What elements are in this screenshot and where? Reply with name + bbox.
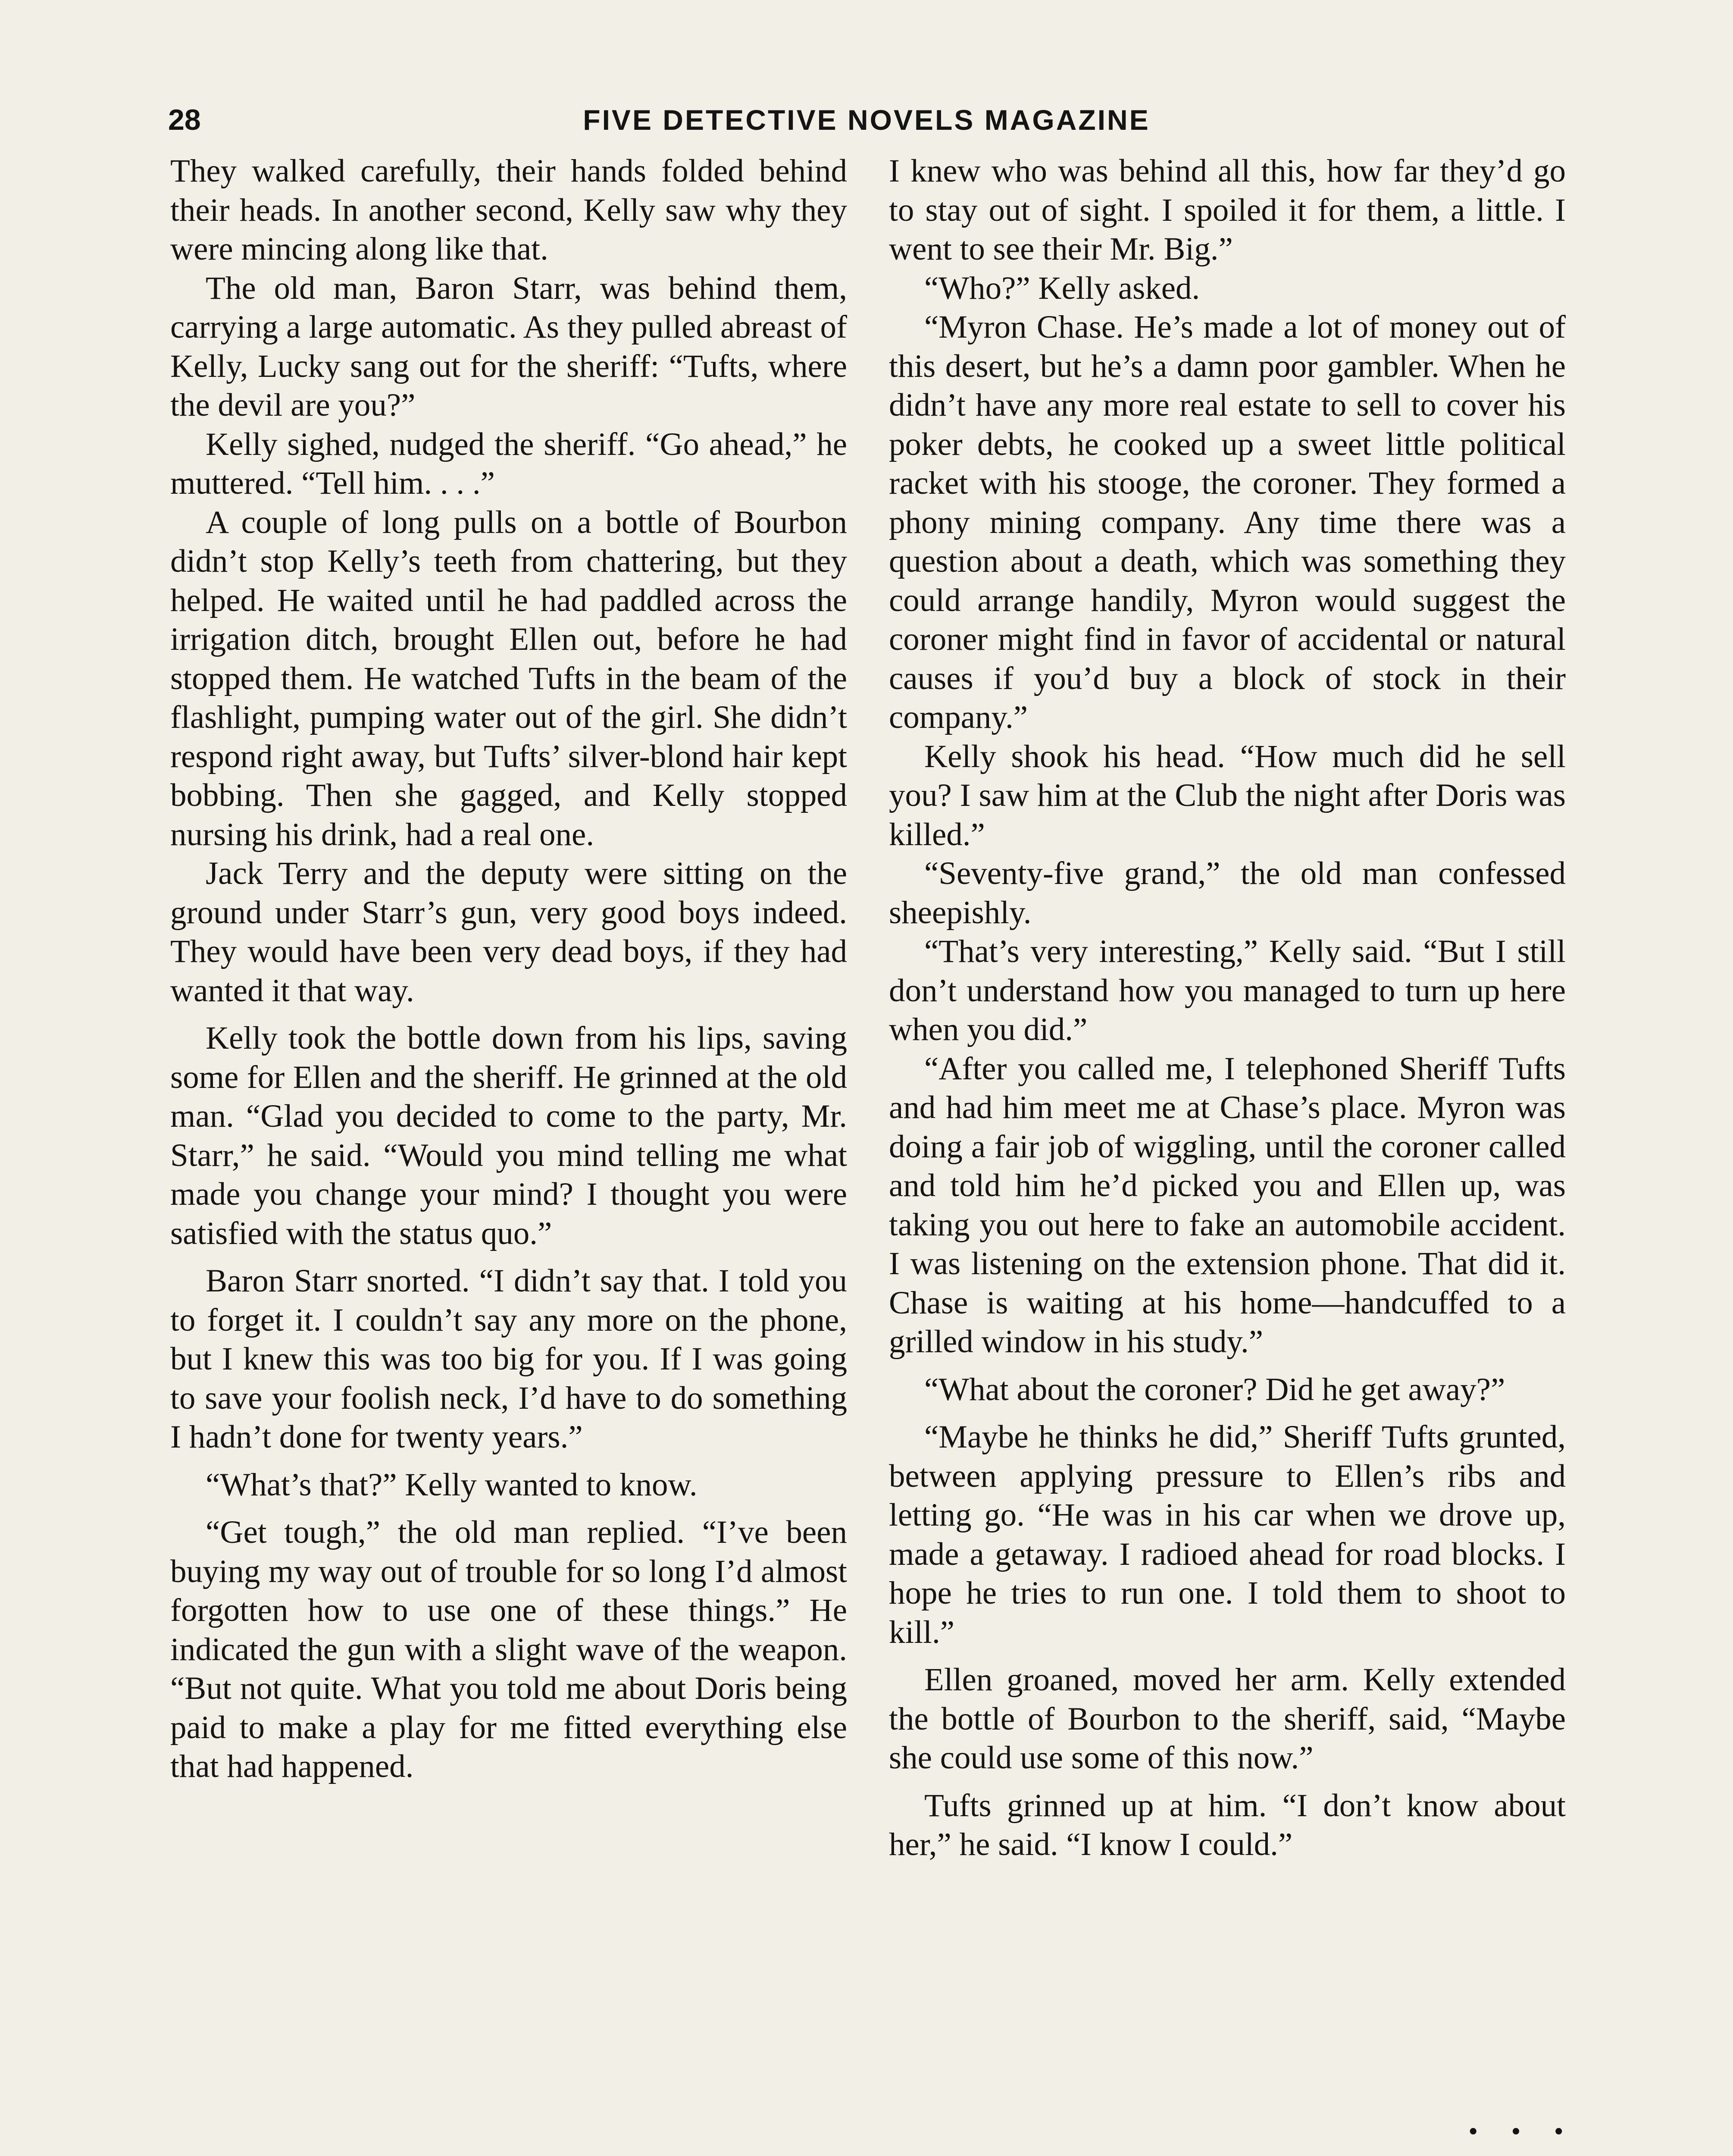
page-header [168,98,1565,146]
paragraph: Jack Terry and the deputy were sitting on the ground under Starr’s gun, very good boys indeed. They would have been very dead boys, if they had wanted it that way. [170,856,847,1009]
paragraph: Ellen groaned, moved her arm. Kelly extended the bottle of Bourbon to the sheriff, said, “Maybe she could use some of this now.” [889,1662,1566,1776]
paragraph: Kelly shook his head. “How much did he sell you? I saw him at the Club the night after Doris was killed.” [889,738,1566,852]
right-column [889,152,1566,1865]
paragraph: Kelly took the bottle down from his lips, saving some for Ellen and the sheriff. He grinned at the old man. “Glad you decided to come to the party, Mr. Starr,” he said. “Would you mind telling me what made you change your mind? I thought you were satisfied with the status quo.” [170,1020,847,1251]
end-of-story-mark: • • • [1466,2119,1577,2145]
paragraph: Tufts grinned up at him. “I don’t know about her,” he said. “I know I could.” [889,1787,1566,1862]
paragraph: They walked carefully, their hands folded behind their heads. In another second, Kelly saw why they were mincing along like that. [170,153,847,267]
magazine-title: FIVE DETECTIVE NOVELS MAGAZINE [583,104,1150,136]
paragraph: “That’s very interesting,” Kelly said. “But I still don’t understand how you managed to turn up here when you did.” [889,934,1566,1047]
paragraph: The old man, Baron Starr, was behind them, carrying a large automatic. As they pulled abreast of Kelly, Lucky sang out for the sheriff: “Tufts, where the devil are you?” [170,270,847,423]
paragraph: “Seventy-five grand,” the old man confessed sheepishly. [889,856,1566,931]
paragraph: “What’s that?” Kelly wanted to know. [206,1467,698,1503]
paragraph: “What about the coroner? Did he get away?” [924,1371,1505,1407]
paragraph: “Who?” Kelly asked. [924,270,1200,306]
paragraph: I knew who was behind all this, how far they’d go to stay out of sight. I spoiled it for them, a little. I went to see their Mr. Big.” [889,153,1566,267]
paragraph: “After you called me, I telephoned Sheriff Tufts and had him meet me at Chase’s place. Myron was doing a fair job of wiggling, until the coroner called and told him he’d picked you and Ellen up, was taking you out here to fake an automobile accident. I was listening on the extension phone. That did it. Chase is waiting at his home—handcuffed to a grilled window in his study.” [889,1050,1566,1360]
paragraph: A couple of long pulls on a bottle of Bourbon didn’t stop Kelly’s teeth from chattering, but they helped. He waited until he had paddled across the irrigation ditch, brought Ellen out, before he had stopped them. He watched Tufts in the beam of the flashlight, pumping water out of the girl. She didn’t respond right away, but Tufts’ silver-blond hair kept bobbing. Then she gagged, and Kelly stopped nursing his drink, had a real one. [170,504,847,852]
paragraph: Baron Starr snorted. “I didn’t say that. I told you to forget it. I couldn’t say any more on the phone, but I knew this was too big for you. If I was going to save your foolish neck, I’d have to do something I hadn’t done for twenty years.” [170,1263,847,1455]
paragraph: “Maybe he thinks he did,” Sheriff Tufts grunted, between applying pressure to Ellen’s ribs and letting go. “He was in his car when we drove up, made a getaway. I radioed ahead for road blocks. I hope he tries to run one. I told them to shoot to kill.” [889,1419,1566,1650]
left-column [170,152,847,1786]
paragraph: “Get tough,” the old man replied. “I’ve been buying my way out of trouble for so long I’d almost forgotten how to use one of these things.” He indicated the gun with a slight wave of the weapon. “But not quite. What you told me about Doris being paid to make a play for me fitted everything else that had happened. [170,1514,847,1784]
paragraph: Kelly sighed, nudged the sheriff. “Go ahead,” he muttered. “Tell him. . . .” [170,426,847,501]
page-number: 28 [168,103,201,136]
paragraph: “Myron Chase. He’s made a lot of money out of this desert, but he’s a damn poor gambler. When he didn’t have any more real estate to sell to cover his poker debts, he cooked up a sweet little political racket with his stooge, the coroner. They formed a phony mining company. Any time there was a question about a death, which was something they could arrange handily, Myron would suggest the coroner might find in favor of accidental or natural causes if you’d buy a block of stock in their company.” [889,309,1566,735]
